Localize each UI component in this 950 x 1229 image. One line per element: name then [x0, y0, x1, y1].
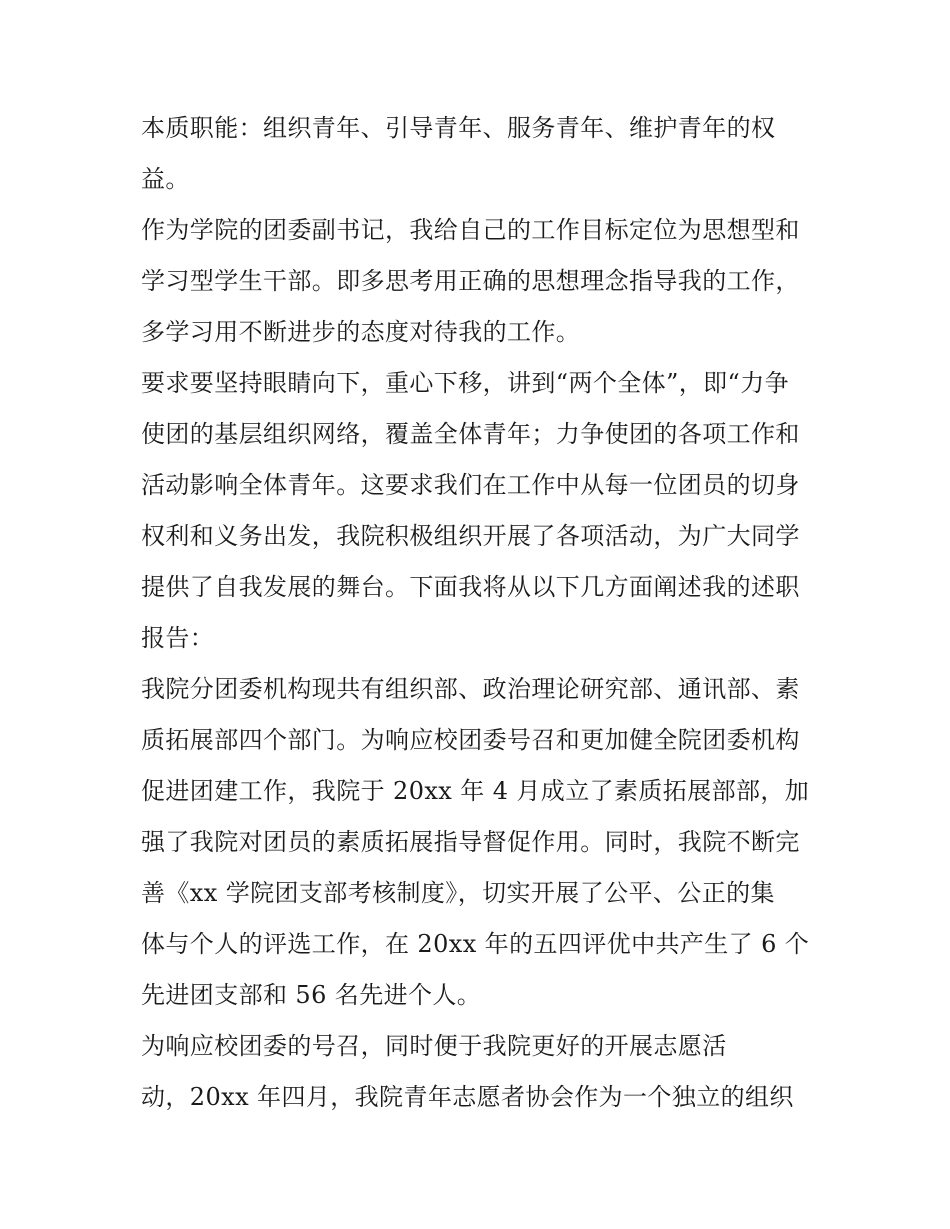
text-line: 益。	[141, 165, 190, 193]
text-line: 活动影响全体青年。这要求我们在工作中从每一位团员的切身	[141, 471, 800, 499]
text-line: 要求要坚持眼睛向下，重心下移，讲到“两个全体”，即“力争	[141, 369, 790, 397]
text-line: 先进团支部和 56 名先进个人。	[141, 981, 482, 1009]
text-line: 作为学院的团委副书记，我给自己的工作目标定位为思想型和	[141, 216, 800, 244]
text-line: 我院分团委机构现共有组织部、政治理论研究部、通讯部、素	[141, 675, 800, 703]
text-line: 质拓展部四个部门。为响应校团委号召和更加健全院团委机构	[141, 726, 800, 754]
text-line: 强了我院对团员的素质拓展指导督促作用。同时，我院不断完	[141, 828, 800, 856]
text-line: 善《xx 学院团支部考核制度》，切实开展了公平、公正的集	[141, 879, 775, 907]
text-line: 为响应校团委的号召，同时便于我院更好的开展志愿活	[141, 1032, 727, 1060]
text-line: 体与个人的评选工作，在 20xx 年的五四评优中共产生了 6 个	[141, 930, 810, 958]
text-line: 动，20xx 年四月，我院青年志愿者协会作为一个独立的组织	[141, 1083, 794, 1111]
text-line: 促进团建工作，我院于 20xx 年 4 月成立了素质拓展部部，加	[141, 777, 810, 805]
text-line: 提供了自我发展的舞台。下面我将从以下几方面阐述我的述职	[141, 573, 800, 601]
text-line: 多学习用不断进步的态度对待我的工作。	[141, 318, 581, 346]
text-line: 权利和义务出发，我院积极组织开展了各项活动，为广大同学	[141, 522, 800, 550]
text-line: 使团的基层组织网络，覆盖全体青年；力争使团的各项工作和	[141, 420, 800, 448]
text-line: 学习型学生干部。即多思考用正确的思想理念指导我的工作，	[141, 267, 800, 295]
text-line: 本质职能：组织青年、引导青年、服务青年、维护青年的权	[141, 114, 776, 142]
document-body	[141, 103, 821, 1123]
text-line: 报告：	[141, 624, 215, 652]
